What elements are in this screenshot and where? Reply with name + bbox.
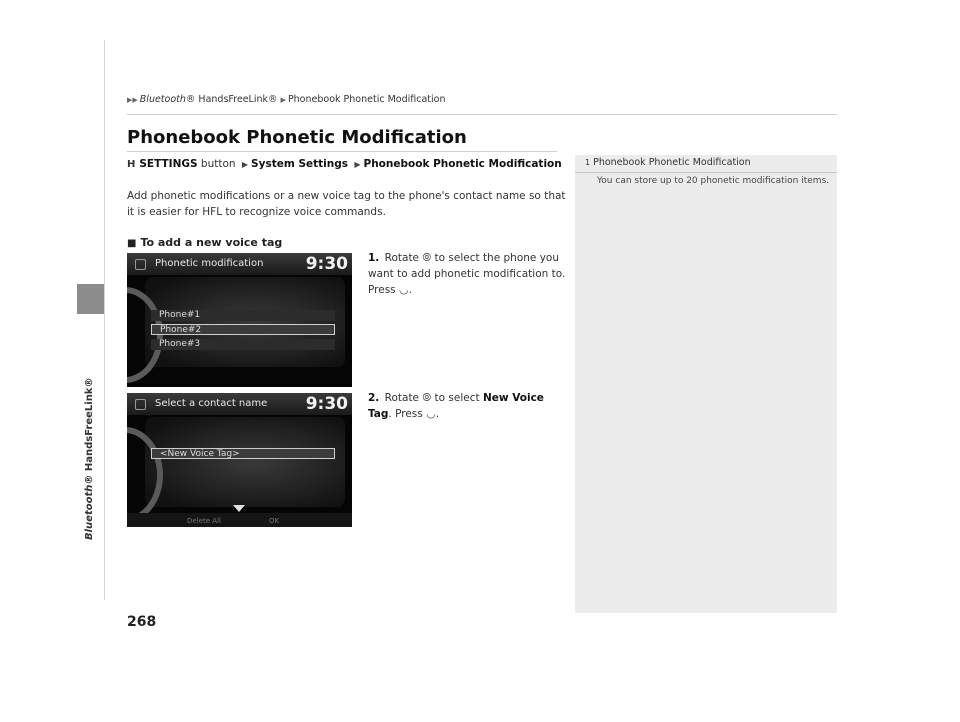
- note-rule: [575, 172, 837, 173]
- screen-title: Phonetic modification: [155, 258, 264, 269]
- step-text: Rotate: [384, 392, 420, 404]
- interface-dial-icon: ⦾: [422, 391, 432, 404]
- step-bold-text: New Voice Tag: [368, 392, 544, 420]
- path-button-word: button: [200, 158, 236, 170]
- list-item-selected: <New Voice Tag>: [151, 448, 335, 459]
- list-item: Phone#3: [151, 339, 335, 350]
- footer-ok: OK: [269, 517, 280, 525]
- sidebar-divider: [104, 40, 105, 600]
- subheading-text: To add a new voice tag: [140, 236, 283, 249]
- step-number: 2.: [368, 392, 380, 404]
- screenshot-select-contact: [127, 393, 352, 527]
- path-arrow-icon: ▶: [241, 160, 249, 169]
- scroll-down-icon: [233, 505, 245, 512]
- chapter-label: [84, 378, 95, 540]
- list-item-selected: Phone#2: [151, 324, 335, 335]
- home-button-icon: H: [127, 159, 136, 170]
- back-icon: [135, 399, 146, 410]
- screenshot-phonetic-modification: [127, 253, 352, 387]
- step-text: to select the phone you want to add phonetic modification to. Press: [368, 252, 566, 296]
- breadcrumb-arrow-icon: ▶: [280, 96, 286, 104]
- step-2: [368, 390, 568, 422]
- menu-path: [127, 158, 562, 170]
- breadcrumb-arrow-icon: ▶▶: [127, 96, 138, 104]
- path-arrow-icon: ▶: [354, 160, 361, 169]
- path-system-settings: System Settings: [251, 158, 349, 170]
- chapter-label-rest: ® HandsFreeLink®: [84, 377, 95, 485]
- screen-title: Select a contact name: [155, 398, 268, 409]
- note-box: [575, 155, 837, 613]
- header-rule: [127, 114, 837, 115]
- step-1: [368, 250, 568, 298]
- footer-delete-all: Delete All: [187, 517, 221, 525]
- back-icon: [135, 259, 146, 270]
- screen-clock: 9:30: [305, 394, 348, 414]
- breadcrumb: [127, 94, 445, 105]
- chapter-tab: [77, 284, 104, 314]
- screen-panel: [145, 417, 345, 507]
- chapter-label-brand: Bluetooth: [84, 484, 95, 540]
- breadcrumb-part-1: Bluetooth: [139, 94, 186, 105]
- screen-panel: [145, 277, 345, 367]
- enter-button-icon: ◡: [426, 407, 436, 420]
- interface-dial-icon: ⦾: [422, 251, 432, 264]
- breadcrumb-part-1b: ® HandsFreeLink®: [185, 94, 278, 105]
- step-text: Rotate: [384, 252, 420, 264]
- screen-footer: [127, 513, 352, 527]
- path-settings: SETTINGS: [139, 158, 198, 170]
- enter-button-icon: ◡: [398, 283, 409, 296]
- path-target: Phonebook Phonetic Modification: [363, 158, 562, 170]
- page-number: 268: [127, 614, 157, 630]
- screen-clock: 9:30: [305, 254, 348, 274]
- note-title-text: Phonebook Phonetic Modification: [593, 157, 751, 168]
- note-title: [585, 157, 751, 168]
- intro-paragraph: Add phonetic modifications or a new voice tag to the phone's contact name so that it is easier for HFL to recognize voice commands.: [127, 190, 566, 218]
- step-text: to select: [434, 392, 480, 404]
- step-number: 1.: [368, 252, 380, 264]
- step-text: .: [408, 284, 412, 296]
- title-rule: [127, 151, 557, 152]
- note-body: You can store up to 20 phonetic modification items.: [597, 176, 830, 186]
- step-text: .: [435, 408, 440, 420]
- list-item: Phone#1: [151, 310, 335, 321]
- subheading: [127, 236, 282, 249]
- note-marker-icon: 1: [585, 158, 591, 167]
- breadcrumb-part-2: Phonebook Phonetic Modification: [287, 94, 446, 105]
- square-bullet-icon: ■: [127, 238, 137, 249]
- step-text: . Press: [388, 408, 423, 420]
- page-title: Phonebook Phonetic Modification: [127, 127, 467, 148]
